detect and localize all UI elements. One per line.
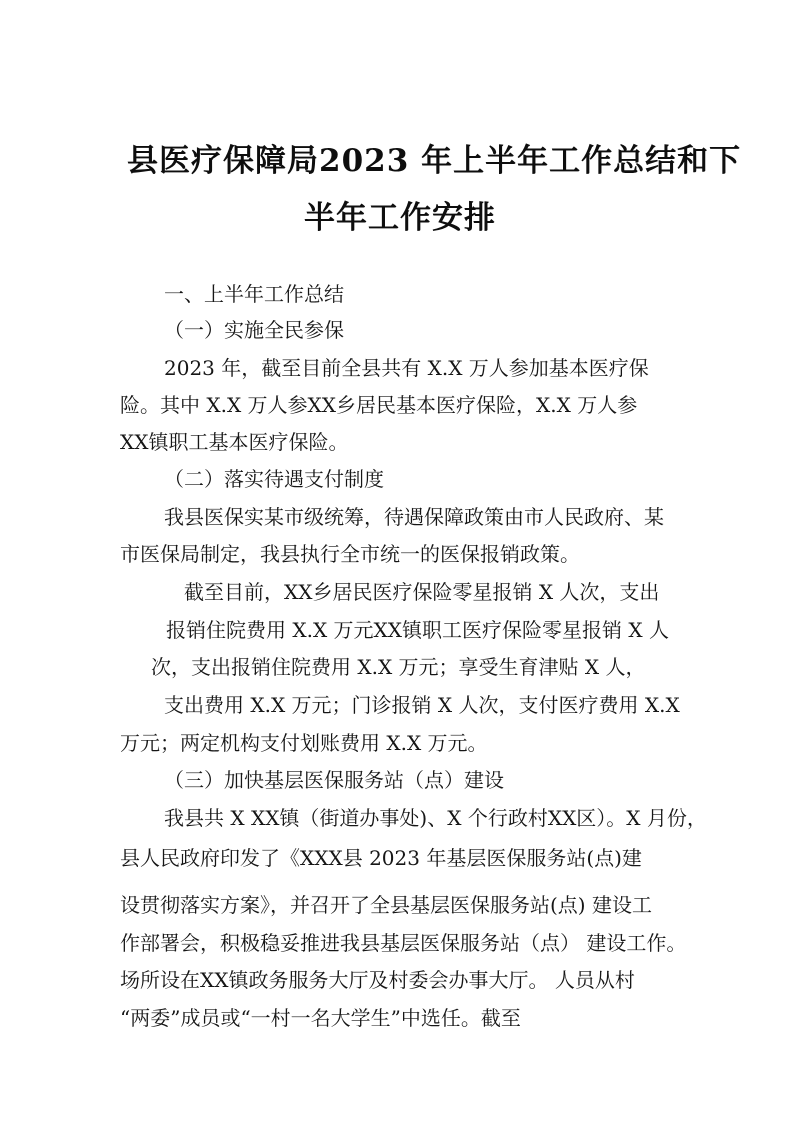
subsection-heading: （一）实施全民参保 (164, 318, 344, 342)
document-title-line-1: 县医疗保障局2023 年上半年工作总结和下 (127, 143, 742, 179)
paragraph-line: 县人民政府印发了《XXX县 2023 年基层医保服务站(点)建 (120, 846, 642, 870)
paragraph-line: 市医保局制定，我县执行全市统一的医保报销政策。 (120, 542, 580, 566)
paragraph-line: XX镇职工基本医疗保险。 (120, 430, 349, 454)
paragraph-line: 2023 年，截至目前全县共有 X.X 万人参加基本医疗保 (164, 356, 649, 380)
paragraph-line: 支出费用 X.X 万元；门诊报销 X 人次，支付医疗费用 X.X (164, 693, 680, 717)
paragraph-line: 截至目前，XX乡居民医疗保险零星报销 X 人次，支出 (184, 580, 660, 604)
document-title-line-2: 半年工作安排 (304, 200, 496, 236)
paragraph-line: 我县共 X XX镇（街道办事处)、X 个行政村XX区）。X 月份， (164, 806, 707, 830)
paragraph-line: 设贯彻落实方案》，并召开了全县基层医保服务站(点) 建设工 (120, 893, 652, 917)
paragraph-line: 万元；两定机构支付划账费用 X.X 万元。 (120, 731, 488, 755)
paragraph-line: 报销住院费用 X.X 万元XX镇职工医疗保险零星报销 X 人 (166, 618, 669, 642)
paragraph-line: 次，支出报销住院费用 X.X 万元；享受生育津贴 X 人， (151, 655, 646, 679)
paragraph-line: 场所设在XX镇政务服务大厅及村委会办事大厅。 人员从村 (120, 968, 635, 992)
paragraph-line: 险。其中 X.X 万人参XX乡居民基本医疗保险，X.X 万人参 (120, 393, 638, 417)
subsection-heading: （三）加快基层医保服务站（点）建设 (164, 768, 504, 792)
paragraph-line: 我县医保实某市级统筹，待遇保障政策由市人民政府、某 (164, 505, 664, 529)
paragraph-line: 作部署会，积极稳妥推进我县基层医保服务站（点） 建设工作。 (120, 931, 687, 955)
subsection-heading: （二）落实待遇支付制度 (164, 467, 384, 491)
paragraph-line: “两委”成员或“一村一名大学生”中选任。截至 (120, 1006, 521, 1030)
section-heading: 一、上半年工作总结 (164, 282, 344, 306)
